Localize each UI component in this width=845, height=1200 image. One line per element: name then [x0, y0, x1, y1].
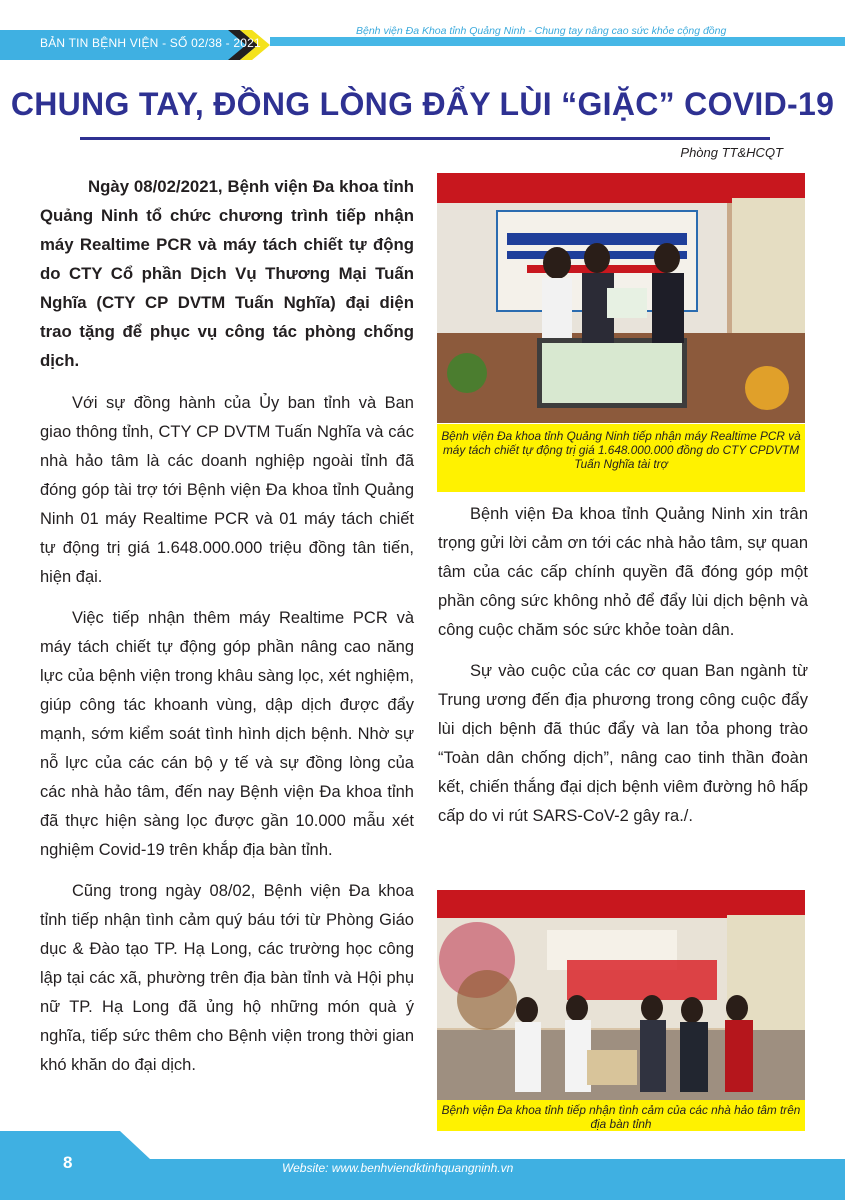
- article-title: CHUNG TAY, ĐỒNG LÒNG ĐẨY LÙI “GIẶC” COVID-19: [10, 86, 835, 122]
- left-column: [40, 172, 414, 1092]
- page-header: [0, 0, 845, 70]
- lead-paragraph: Ngày 08/02/2021, Bệnh viện Đa khoa tỉnh Quảng Ninh tổ chức chương trình tiếp nhận máy Realtime PCR và máy tách chiết tự động do CTY Cổ phần Dịch Vụ Thương Mại Tuấn Nghĩa (CTY CP DVTM Tuấn Nghĩa) đại diện trao tặng để phục vụ công tác phòng chống dịch.: [40, 177, 414, 370]
- issue-label: BẢN TIN BỆNH VIỆN - SỐ 02/38 - 2021: [40, 36, 261, 50]
- body-paragraph: Cũng trong ngày 08/02, Bệnh viện Đa khoa tỉnh tiếp nhận tình cảm quý báu tới từ Phòng Giáo dục & Đào tạo TP. Hạ Long, các trường học công lập tại các xã, phường trên địa bàn tỉnh và Hội phụ nữ TP. Hạ Long đã ủng hộ những món quà ý nghĩa, tiếp sức thêm cho Bệnh viện trong thời gian khó khăn do đại dịch.: [40, 882, 414, 1074]
- page-footer: [0, 1131, 845, 1200]
- body-paragraph: Với sự đồng hành của Ủy ban tỉnh và Ban giao thông tỉnh, CTY CP DVTM Tuấn Nghĩa và các nhà hảo tâm là các doanh nghiệp ngoài tỉnh đã đóng góp tài trợ tới Bệnh viện Đa khoa tỉnh Quảng Ninh 01 máy Realtime PCR và 01 máy tách chiết tự động trị giá 1.648.000.000 triệu đồng tân tiến, hiện đại.: [40, 394, 414, 586]
- photo2-caption: Bệnh viện Đa khoa tỉnh tiếp nhận tình cảm của các nhà hảo tâm trên địa bàn tỉnh: [437, 1100, 805, 1138]
- header-tagline: Bệnh viện Đa Khoa tỉnh Quảng Ninh - Chung tay nâng cao sức khỏe cộng đồng: [356, 25, 727, 37]
- photo-donation-ceremony: [437, 890, 805, 1100]
- website-link[interactable]: Website: www.benhviendktinhquangninh.vn: [282, 1161, 514, 1175]
- footer-cutout: [120, 1131, 845, 1159]
- body-paragraph: Sự vào cuộc của các cơ quan Ban ngành từ Trung ương đến địa phương trong công cuộc đẩy lùi dịch bệnh đã thúc đẩy và lan tỏa phong trào “Toàn dân chống dịch”, nâng cao tinh thần đoàn kết, chiến thắng đại dịch bệnh viêm đường hô hấp cấp do vi rút SARS-CoV-2 gây ra./.: [438, 662, 808, 825]
- photo1-caption: Bệnh viện Đa khoa tỉnh Quảng Ninh tiếp nhận máy Realtime PCR và máy tách chiết tự động trị giá 1.648.000.000 đồng do CTY CPDVTM Tuấn Nghĩa tài trợ: [437, 424, 805, 492]
- title-underline: [80, 137, 770, 140]
- body-paragraph: Bệnh viện Đa khoa tỉnh Quảng Ninh xin trân trọng gửi lời cảm ơn tới các nhà hảo tâm, sự quan tâm của các cấp chính quyền đã đóng góp một phần công sức không nhỏ để đẩy lùi dịch bệnh và công cuộc chăm sóc sức khỏe toàn dân.: [438, 505, 808, 639]
- page-number: 8: [63, 1153, 73, 1172]
- header-rule: [270, 37, 845, 46]
- right-column: [438, 500, 808, 843]
- body-paragraph: Việc tiếp nhận thêm máy Realtime PCR và máy tách chiết tự động góp phần nâng cao năng lực của bệnh viện trong khâu sàng lọc, xét nghiệm, giúp công tác khoanh vùng, dập dịch được đẩy mạnh, sớm kiểm soát tình hình dịch bệnh. Nhờ sự nỗ lực của các cán bộ y tế và sự đồng lòng của các nhà hảo tâm, đến nay Bệnh viện Đa khoa tỉnh đã thực hiện sàng lọc được gần 10.000 mẫu xét nghiệm Covid-19 trên khắp địa bàn tỉnh.: [40, 609, 414, 859]
- article-department: Phòng TT&HCQT: [680, 145, 783, 160]
- photo-equipment-handover: [437, 173, 805, 423]
